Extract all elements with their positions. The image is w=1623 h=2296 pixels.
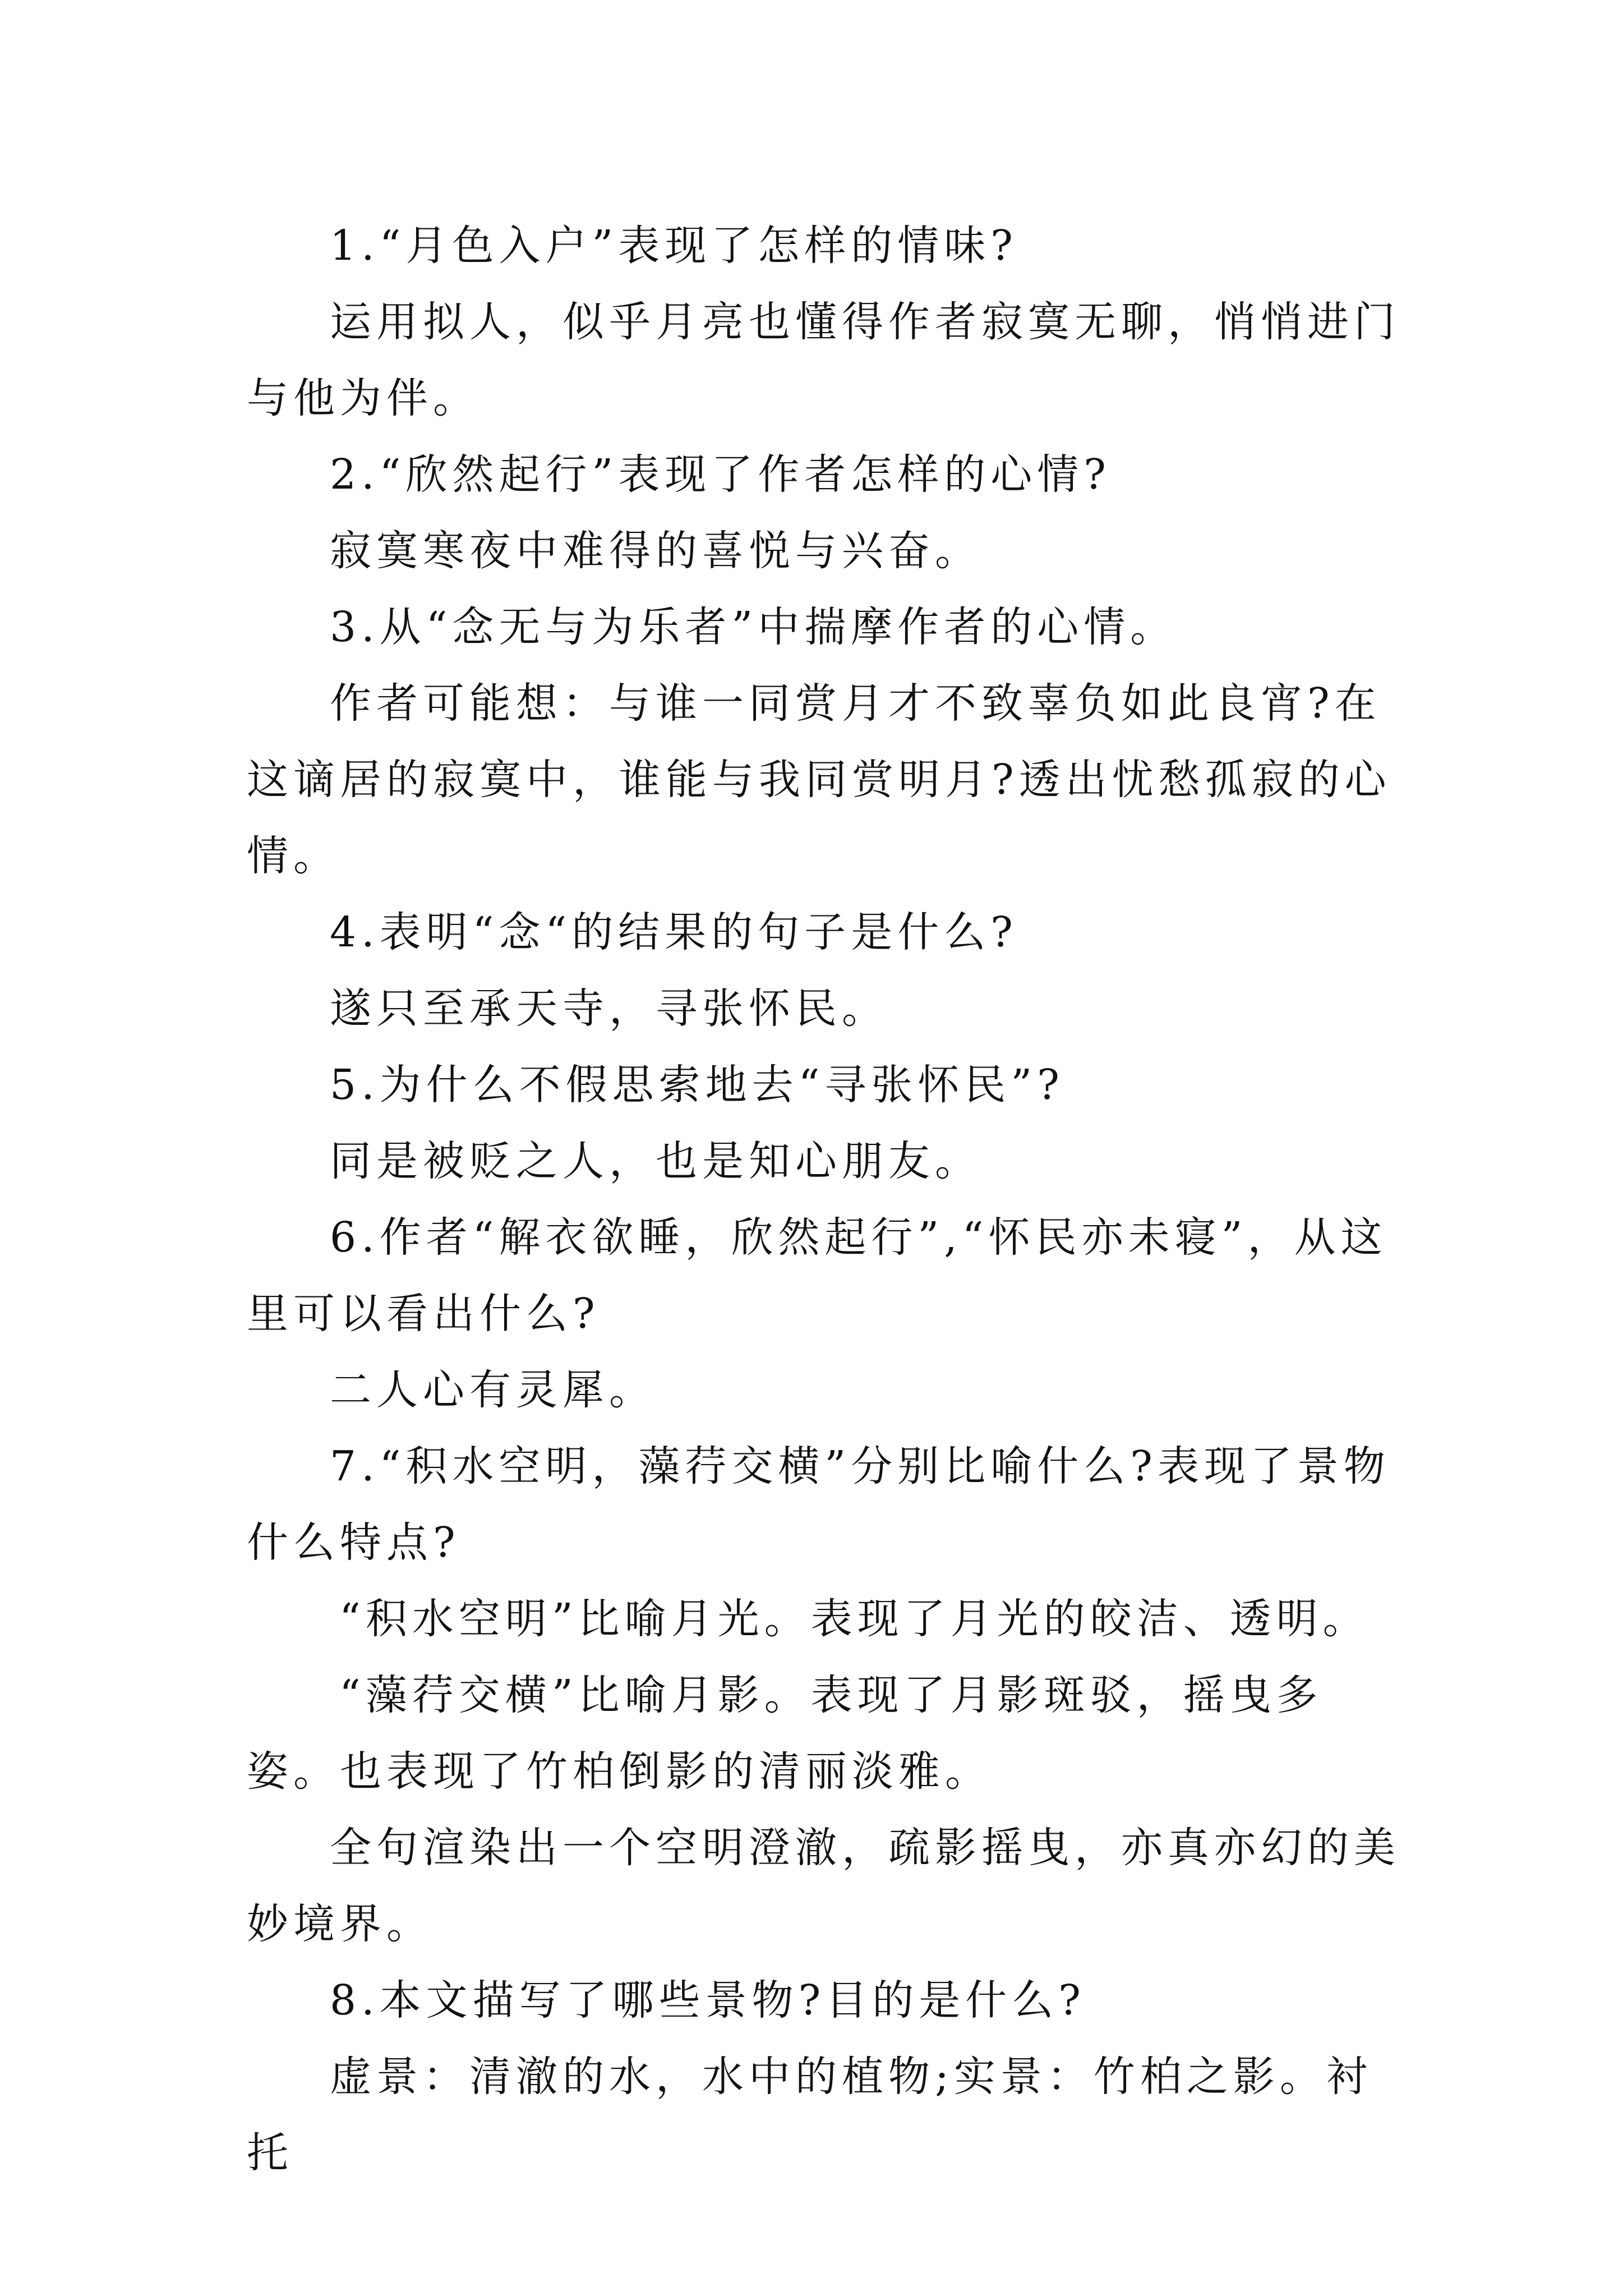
- question-7: 7.“积水空明，藻荇交横”分别比喻什么?表现了景物什么特点?: [247, 1442, 1390, 1567]
- answer-8: 虚景：清澈的水，水中的植物;实景：竹柏之影。衬托: [247, 2053, 1373, 2177]
- question-6: 6.作者“解衣欲睡，欣然起行”,“怀民亦未寝”，从这里可以看出什么?: [247, 1213, 1387, 1338]
- question-8: 8.本文描写了哪些景物?目的是什么?: [330, 1976, 1086, 2024]
- answer-2: 寂寞寒夜中难得的喜悦与兴奋。: [330, 527, 981, 575]
- question-4: 4.表明“念“的结果的句子是什么?: [330, 908, 1018, 956]
- answer-1: 运用拟人，似乎月亮也懂得作者寂寞无聊，悄悄进门与他为伴。: [247, 298, 1400, 422]
- answer-7-summary: 全句渲染出一个空明澄澈，疏影摇曳，亦真亦幻的美妙境界。: [247, 1824, 1400, 1948]
- question-2: 2.“欣然起行”表现了作者怎样的心情?: [330, 450, 1111, 499]
- answer-6: 二人心有灵犀。: [330, 1366, 656, 1414]
- answer-7-part-1: “积水空明”比喻月光。表现了月光的皎洁、透明。: [339, 1595, 1370, 1643]
- question-1: 1.“月色入户”表现了怎样的情味?: [330, 222, 1018, 270]
- answer-3: 作者可能想：与谁一同赏月才不致辜负如此良宵?在这谪居的寂寞中，谁能与我同赏明月?透出忧愁孤寂的心情。: [247, 679, 1391, 880]
- document-body: [247, 208, 1402, 2191]
- answer-4: 遂只至承天寺，寻张怀民。: [330, 984, 888, 1033]
- question-3: 3.从“念无与为乐者”中揣摩作者的心情。: [330, 603, 1177, 651]
- question-5: 5.为什么不假思索地去“寻张怀民”?: [330, 1061, 1064, 1109]
- answer-7-part-2: “藻荇交横”比喻月影。表现了月影斑驳，摇曳多姿。也表现了竹柏倒影的清丽淡雅。: [247, 1671, 1323, 1796]
- answer-5: 同是被贬之人，也是知心朋友。: [330, 1137, 981, 1185]
